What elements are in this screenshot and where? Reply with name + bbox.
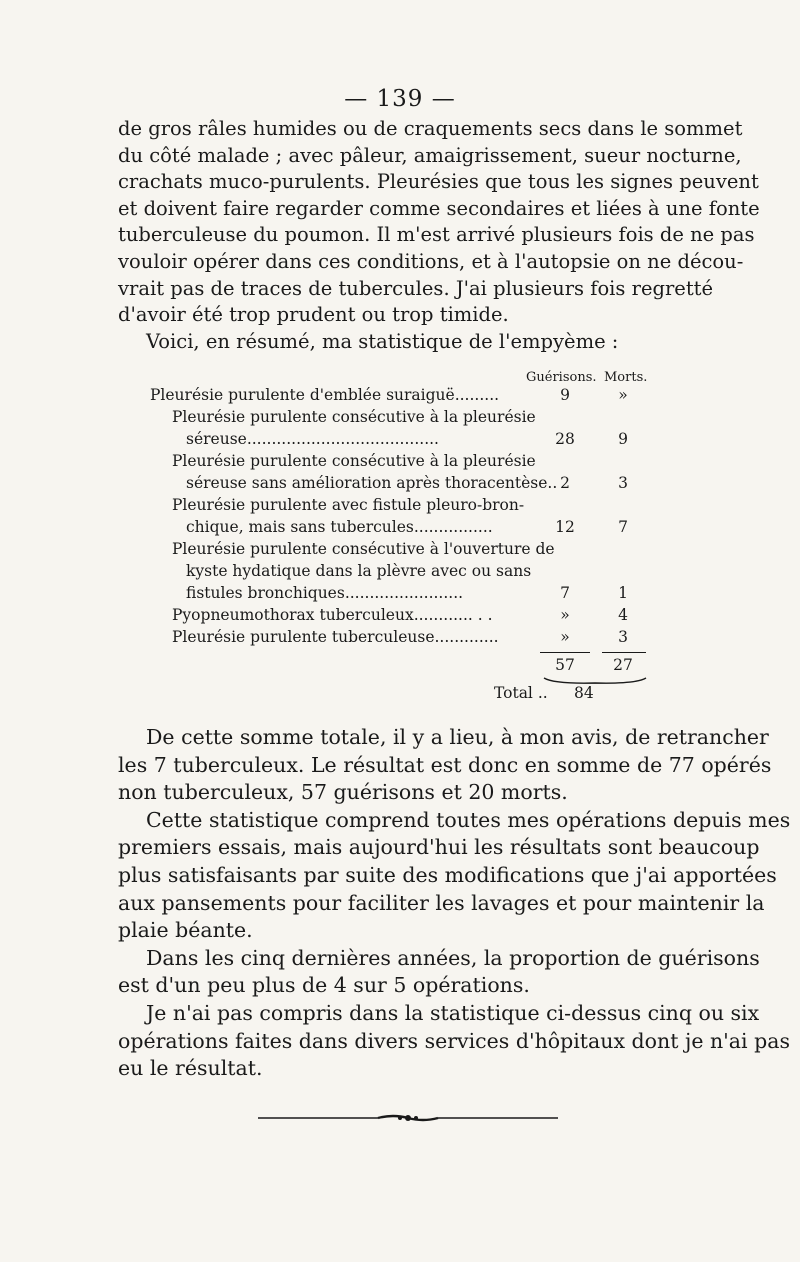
text-line: et doivent faire regarder comme secondaires et liées à une fonte bbox=[118, 196, 760, 220]
col-header-guerisons: Guérisons. bbox=[526, 370, 597, 385]
cell-guerisons: » bbox=[560, 628, 570, 646]
table-row bbox=[150, 538, 660, 560]
cell-morts: 4 bbox=[618, 606, 628, 624]
table-row bbox=[150, 384, 660, 406]
row-label: Pyopneumothorax tuberculeux............ . . bbox=[172, 606, 493, 624]
row-label: Pleurésie purulente tuberculeuse............. bbox=[172, 628, 499, 646]
text-line: du côté malade ; avec pâleur, amaigrissement, sueur nocturne, bbox=[118, 143, 742, 167]
cell-morts: 1 bbox=[618, 584, 628, 602]
text-line: vrait pas de traces de tubercules. J'ai plusieurs fois regretté bbox=[118, 276, 714, 300]
row-label: séreuse....................................... bbox=[186, 430, 439, 448]
table-row bbox=[150, 472, 660, 494]
page-number: — 139 — bbox=[344, 86, 456, 112]
row-label: séreuse sans amélioration après thoracentèse.. bbox=[186, 474, 558, 492]
text-line: eu le résultat. bbox=[118, 1056, 263, 1081]
table-row bbox=[150, 516, 660, 538]
table-row bbox=[150, 406, 660, 428]
total-label: Total .. bbox=[494, 684, 548, 702]
text-line: vouloir opérer dans ces conditions, et à l'autopsie on ne décou- bbox=[118, 249, 744, 273]
table-row bbox=[150, 560, 660, 582]
text-line: De cette somme totale, il y a lieu, à mon avis, de retrancher bbox=[146, 725, 769, 749]
sum-rule bbox=[602, 652, 646, 653]
text-line: Voici, en résumé, ma statistique de l'empyème : bbox=[146, 329, 619, 353]
cell-morts: 7 bbox=[618, 518, 628, 536]
table-row bbox=[150, 582, 660, 604]
cell-guerisons: 2 bbox=[560, 474, 570, 492]
sum-row bbox=[150, 654, 660, 676]
row-label: Pleurésie purulente consécutive à la pleurésie bbox=[172, 408, 536, 426]
text-line: plaie béante. bbox=[118, 918, 253, 943]
row-label: Pleurésie purulente consécutive à la pleurésie bbox=[172, 452, 536, 470]
text-line: les 7 tuberculeux. Le résultat est donc en somme de 77 opérés bbox=[118, 752, 772, 777]
cell-guerisons: 7 bbox=[560, 584, 570, 602]
text-line: crachats muco-purulents. Pleurésies que tous les signes peuvent bbox=[118, 170, 759, 194]
end-ornament-icon bbox=[258, 1112, 558, 1124]
cell-morts: 3 bbox=[618, 628, 628, 646]
paragraph-symptoms bbox=[118, 116, 760, 355]
text-line: de gros râles humides ou de craquements secs dans le sommet bbox=[118, 117, 743, 140]
col-header-morts: Morts. bbox=[604, 370, 648, 385]
sum-guerisons: 57 bbox=[555, 656, 575, 674]
row-label: Pleurésie purulente avec fistule pleuro-bron- bbox=[172, 496, 525, 514]
row-label: fistules bronchiques........................ bbox=[186, 584, 464, 602]
row-label: chique, mais sans tubercules................ bbox=[186, 518, 493, 536]
cell-guerisons: 12 bbox=[555, 518, 575, 536]
table-row bbox=[150, 626, 660, 648]
row-label: kyste hydatique dans la plèvre avec ou sans bbox=[186, 562, 532, 580]
text-line: opérations faites dans divers services d'hôpitaux dont je n'ai pas bbox=[118, 1028, 790, 1053]
text-line: Dans les cinq dernières années, la proportion de guérisons bbox=[146, 945, 760, 970]
cell-guerisons: 9 bbox=[560, 386, 570, 404]
cell-guerisons: 28 bbox=[555, 430, 575, 448]
text-line: est d'un peu plus de 4 sur 5 opérations. bbox=[118, 973, 530, 998]
row-label: Pleurésie purulente consécutive à l'ouverture de bbox=[172, 540, 555, 558]
text-line: premiers essais, mais aujourd'hui les résultats sont beaucoup bbox=[118, 835, 760, 860]
cell-morts: » bbox=[618, 386, 628, 404]
text-line: aux pansements pour faciliter les lavages et pour maintenir la bbox=[118, 890, 765, 915]
paragraph-conclusions bbox=[118, 724, 791, 1083]
text-line: Cette statistique comprend toutes mes opérations depuis mes bbox=[146, 807, 791, 832]
table-row bbox=[150, 428, 660, 450]
row-label: Pleurésie purulente d'emblée suraiguë......... bbox=[150, 386, 500, 404]
total-value: 84 bbox=[574, 684, 594, 702]
text-line: plus satisfaisants par suite des modifications que j'ai apportées bbox=[118, 862, 777, 887]
text-line: d'avoir été trop prudent ou trop timide. bbox=[118, 303, 509, 327]
text-line: tuberculeuse du poumon. Il m'est arrivé plusieurs fois de ne pas bbox=[118, 223, 755, 247]
cell-morts: 3 bbox=[618, 474, 628, 492]
table-row bbox=[150, 494, 660, 516]
total-row bbox=[150, 682, 660, 704]
text-line: non tuberculeux, 57 guérisons et 20 morts. bbox=[118, 780, 568, 805]
cell-guerisons: » bbox=[560, 606, 570, 624]
text-line: Je n'ai pas compris dans la statistique ci-dessus cinq ou six bbox=[146, 1000, 760, 1025]
sum-rule bbox=[540, 652, 590, 653]
table-row bbox=[150, 604, 660, 626]
cell-morts: 9 bbox=[618, 430, 628, 448]
table-row bbox=[150, 450, 660, 472]
sum-morts: 27 bbox=[613, 656, 633, 674]
